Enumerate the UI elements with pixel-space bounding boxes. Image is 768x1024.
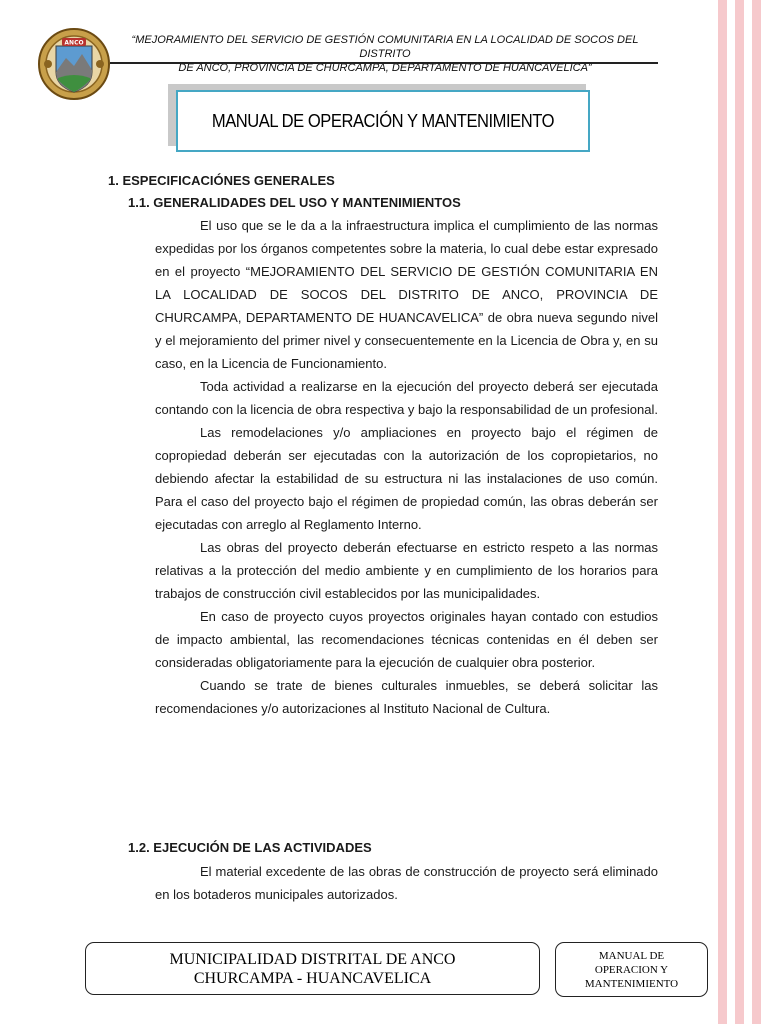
footer-manual-line1: MANUAL DE (598, 949, 665, 962)
section-1-1-body (155, 214, 658, 720)
section-heading-1-2: 1.2. EJECUCIÓN DE LAS ACTIVIDADES (128, 840, 372, 855)
footer-municipality-line2: CHURCAMPA - HUANCAVELICA (193, 969, 432, 987)
paragraph: El uso que se le da a la infraestructura implica el cumplimiento de las normas expedidas por los órganos competentes sobre la materia, lo cual debe estar expresado en el proyecto “MEJORAMIENTO DEL SERVICIO DE GESTIÓN COMUNITARIA EN LA LOCALIDAD DE SOCOS DEL DISTRITO DE ANCO, PROVINCIA DE CHURCAMPA, DEPARTAMENTO DE HUANCAVELICA” de obra nueva segundo nivel y el mejoramiento del primer nivel y consecuentemente en la Licencia de Obra y, en su caso, en la Licencia de Funcionamiento. (155, 218, 658, 371)
decorative-stripe (752, 0, 761, 1024)
paragraph: En caso de proyecto cuyos proyectos originales hayan contado con estudios de impacto ambiental, las recomendaciones técnicas contenidas en él deben ser consideradas obligatoriamente para la ejecución de cualquier obra posterior. (155, 609, 658, 670)
header-divider (110, 62, 658, 64)
paragraph: Las remodelaciones y/o ampliaciones en proyecto bajo el régimen de copropiedad deberán ser ejecutadas con la autorización de los copropietarios, no debiendo afectar la estabilidad de su estructura ni las instalaciones de uso común. Para el caso del proyecto bajo el régimen de propiedad común, las obras deberán ser ejecutadas con arreglo al Reglamento Interno. (155, 425, 658, 532)
footer-municipality-box (85, 942, 540, 995)
footer-manual-box (555, 942, 708, 997)
section-1-2-body (155, 860, 658, 906)
footer-manual-line3: MANTENIMIENTO (584, 977, 679, 990)
paragraph: Cuando se trate de bienes culturales inmuebles, se deberá solicitar las recomendaciones y/o autorizaciones al Instituto Nacional de Cultura. (155, 678, 658, 716)
svg-text:ANCO: ANCO (64, 39, 84, 47)
footer-municipality-line1: MUNICIPALIDAD DISTRITAL DE ANCO (169, 950, 456, 968)
paragraph: El material excedente de las obras de construcción de proyecto será eliminado en los botaderos municipales autorizados. (155, 864, 658, 902)
project-header-line1: “MEJORAMIENTO DEL SERVICIO DE GESTIÓN COMUNITARIA EN LA LOCALIDAD DE SOCOS DEL DISTRITO (131, 34, 639, 60)
section-heading-1: 1. ESPECIFICACIÓNES GENERALES (108, 173, 335, 188)
document-title-box (176, 90, 590, 152)
municipal-crest-logo (36, 26, 112, 102)
footer-manual-line2: OPERACION Y (594, 963, 669, 976)
project-header-line2: DE ANCO, PROVINCIA DE CHURCAMPA, DEPARTAMENTO DE HUANCAVELICA” (178, 62, 592, 74)
project-header (112, 33, 658, 75)
document-title: MANUAL DE OPERACIÓN Y MANTENIMIENTO (211, 110, 555, 131)
section-heading-1-1: 1.1. GENERALIDADES DEL USO Y MANTENIMIENTOS (128, 195, 461, 210)
paragraph: Las obras del proyecto deberán efectuarse en estricto respeto a las normas relativas a la protección del medio ambiente y en cumplimiento de los horarios para trabajos de construcción civil establecidos por las municipalidades. (155, 540, 658, 601)
decorative-stripe (735, 0, 744, 1024)
decorative-stripe (718, 0, 727, 1024)
paragraph: Toda actividad a realizarse en la ejecución del proyecto deberá ser ejecutada contando con la licencia de obra respectiva y bajo la responsabilidad de un profesional. (155, 379, 658, 417)
